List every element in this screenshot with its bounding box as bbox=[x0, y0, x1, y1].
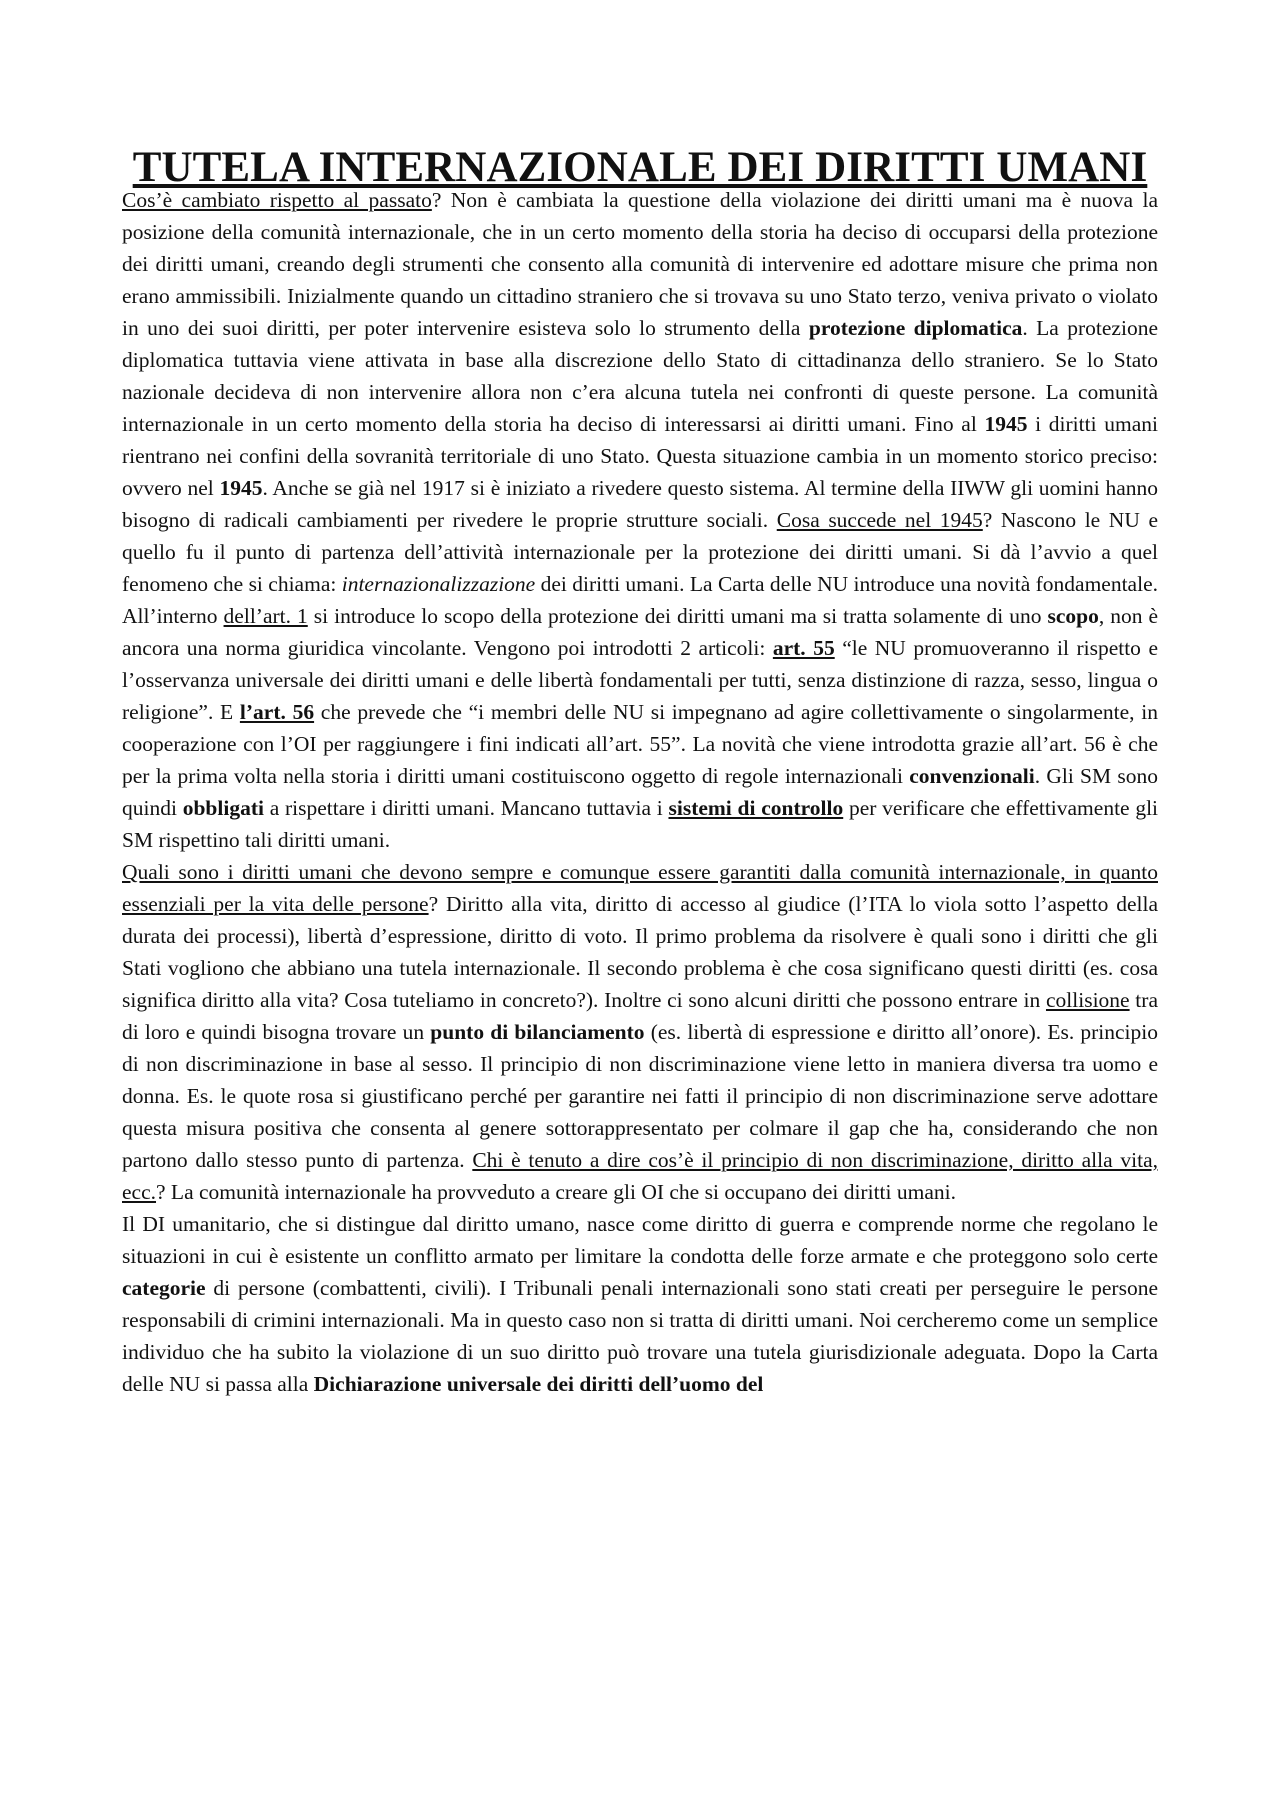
bold-underlined-text: l’art. 56 bbox=[239, 700, 315, 724]
paragraph-text: ? Non è cambiata la questione della violazione dei diritti umani ma è nuova la posizione della comunità internazionale, che in un certo momento della storia ha deciso di occuparsi della protezione dei diritti umani, creando degli strumenti che consento alla comunità di intervenire ed adottare misure che prima non erano ammissibili. Inizialmente quando un cittadino straniero che si trovava su uno Stato terzo, veniva privato o violato in uno dei suoi diritti, per poter intervenire esisteva solo lo strumento della bbox=[122, 188, 1158, 340]
bold-text: protezione diplomatica bbox=[808, 316, 1023, 340]
paragraph-text: si introduce lo scopo della protezione dei diritti umani ma si tratta solamente di uno bbox=[307, 604, 1048, 628]
paragraph-text: a rispettare i diritti umani. Mancano tuttavia i bbox=[263, 796, 669, 820]
underlined-text: Cosa succede nel 1945 bbox=[776, 508, 983, 532]
paragraph-text: per verificare che effettivamente gli SM rispettino tali diritti umani. bbox=[122, 796, 1159, 852]
bold-text: Dichiarazione universale dei diritti dell’uomo del bbox=[313, 1372, 764, 1396]
document-body bbox=[122, 184, 1158, 1400]
bold-text: categorie bbox=[122, 1276, 206, 1300]
paragraph-text: . Anche se già nel 1917 si è iniziato a rivedere questo sistema. Al termine della IIWW gli uomini hanno bisogno di radicali cambiamenti per rivedere le proprie strutture sociali. bbox=[122, 476, 1158, 532]
paragraph-text: Il DI umanitario, che si distingue dal diritto umano, nasce come diritto di guerra e comprende norme che regolano le situazioni in cui è esistente un conflitto armato per limitare la condotta delle forze armate e che proteggono solo certe bbox=[122, 1212, 1158, 1268]
bold-text: scopo bbox=[1047, 604, 1099, 628]
paragraph bbox=[122, 1208, 1158, 1400]
bold-text: punto di bilanciamento bbox=[430, 1020, 645, 1044]
paragraph-text: che prevede che “i membri delle NU si impegnano ad agire collettivamente o singolarmente, in cooperazione con l’OI per raggiungere i fini indicati all’art. 55”. La novità che viene introdotta grazie all’art. 56 è che per la prima volta nella storia i diritti umani costituiscono oggetto di regole internazionali bbox=[122, 700, 1158, 788]
paragraph-text: ? Nascono le NU e quello fu il punto di partenza dell’attività internazionale per la protezione dei diritti umani. Si dà l’avvio a quel fenomeno che si chiama: bbox=[122, 508, 1158, 596]
paragraph-text: dei diritti umani. La Carta delle NU introduce una novità fondamentale. All’interno bbox=[122, 572, 1158, 628]
bold-text: 1945 bbox=[984, 412, 1028, 436]
paragraph-text: , non è ancora una norma giuridica vincolante. Vengono poi introdotti 2 articoli: bbox=[122, 604, 1159, 660]
document-page bbox=[122, 144, 1159, 1400]
paragraph-text: i diritti umani rientrano nei confini della sovranità territoriale di uno Stato. Questa situazione cambia in un momento storico preciso: ovvero nel bbox=[122, 412, 1158, 500]
underlined-text: collisione bbox=[1045, 988, 1130, 1012]
paragraph bbox=[122, 856, 1158, 1208]
underlined-text: Cos’è cambiato rispetto al passato bbox=[122, 188, 432, 212]
paragraph bbox=[122, 184, 1158, 856]
paragraph-text: . La protezione diplomatica tuttavia viene attivata in base alla discrezione dello Stato di cittadinanza dello straniero. Se lo Stato nazionale decideva di non intervenire allora non c’era alcuna tutela nei confronti di queste persone. La comunità internazionale in un certo momento della storia ha deciso di interessarsi ai diritti umani. Fino al bbox=[122, 316, 1158, 436]
document-title: TUTELA INTERNAZIONALE DEI DIRITTI UMANI bbox=[132, 144, 1148, 191]
bold-underlined-text: sistemi di controllo bbox=[668, 796, 844, 820]
italic-text: internazionalizzazione bbox=[341, 572, 536, 596]
underlined-text: dell’art. 1 bbox=[223, 604, 308, 628]
paragraph-text: di persone (combattenti, civili). I Tribunali penali internazionali sono stati creati per perseguire le persone responsabili di crimini internazionali. Ma in questo caso non si tratta di diritti umani. Noi cercheremo come un semplice individuo che ha subito la violazione di un suo diritto può trovare una tutela giurisdizionale adeguata. Dopo la Carta delle NU si passa alla bbox=[122, 1276, 1158, 1396]
paragraph-text: . Gli SM sono quindi bbox=[122, 764, 1158, 820]
paragraph-text: “le NU promuoveranno il rispetto e l’osservanza universale dei diritti umani e delle libertà fondamentali per tutti, senza distinzione di razza, sesso, lingua o religione”. E bbox=[122, 636, 1158, 724]
paragraph-text: (es. libertà di espressione e diritto all’onore). Es. principio di non discriminazione in base al sesso. Il principio di non discriminazione viene letto in maniera diversa tra uomo e donna. Es. le quote rosa si giustificano perché per garantire nei fatti il principio di non discriminazione serve adottare questa misura positiva che consenta al genere sottorappresentato per colmare il gap che ha, considerando che non partono dallo stesso punto di partenza. bbox=[122, 1020, 1158, 1172]
bold-text: obbligati bbox=[182, 796, 264, 820]
bold-text: convenzionali bbox=[909, 764, 1035, 788]
bold-text: 1945 bbox=[219, 476, 263, 500]
paragraph-text: tra di loro e quindi bisogna trovare un bbox=[122, 988, 1158, 1044]
underlined-text: Quali sono i diritti umani che devono sempre e comunque essere garantiti dalla comunità internazionale, in quanto essenziali per la vita delle persone bbox=[122, 860, 1158, 916]
paragraph-text: ? Diritto alla vita, diritto di accesso al giudice (l’ITA lo viola sotto l’aspetto della durata dei processi), libertà d’espressione, diritto di voto. Il primo problema da risolvere è quali sono i diritti che gli Stati vogliono che abbiano una tutela internazionale. Il secondo problema è che cosa significano questi diritti (es. cosa significa diritto alla vita? Cosa tuteliamo in concreto?). Inoltre ci sono alcuni diritti che possono entrare in bbox=[122, 892, 1158, 1012]
bold-underlined-text: art. 55 bbox=[772, 636, 835, 660]
underlined-text: Chi è tenuto a dire cos’è il principio di non discriminazione, diritto alla vita, ecc. bbox=[122, 1148, 1158, 1204]
paragraph-text: ? La comunità internazionale ha provveduto a creare gli OI che si occupano dei diritti umani. bbox=[156, 1180, 956, 1204]
